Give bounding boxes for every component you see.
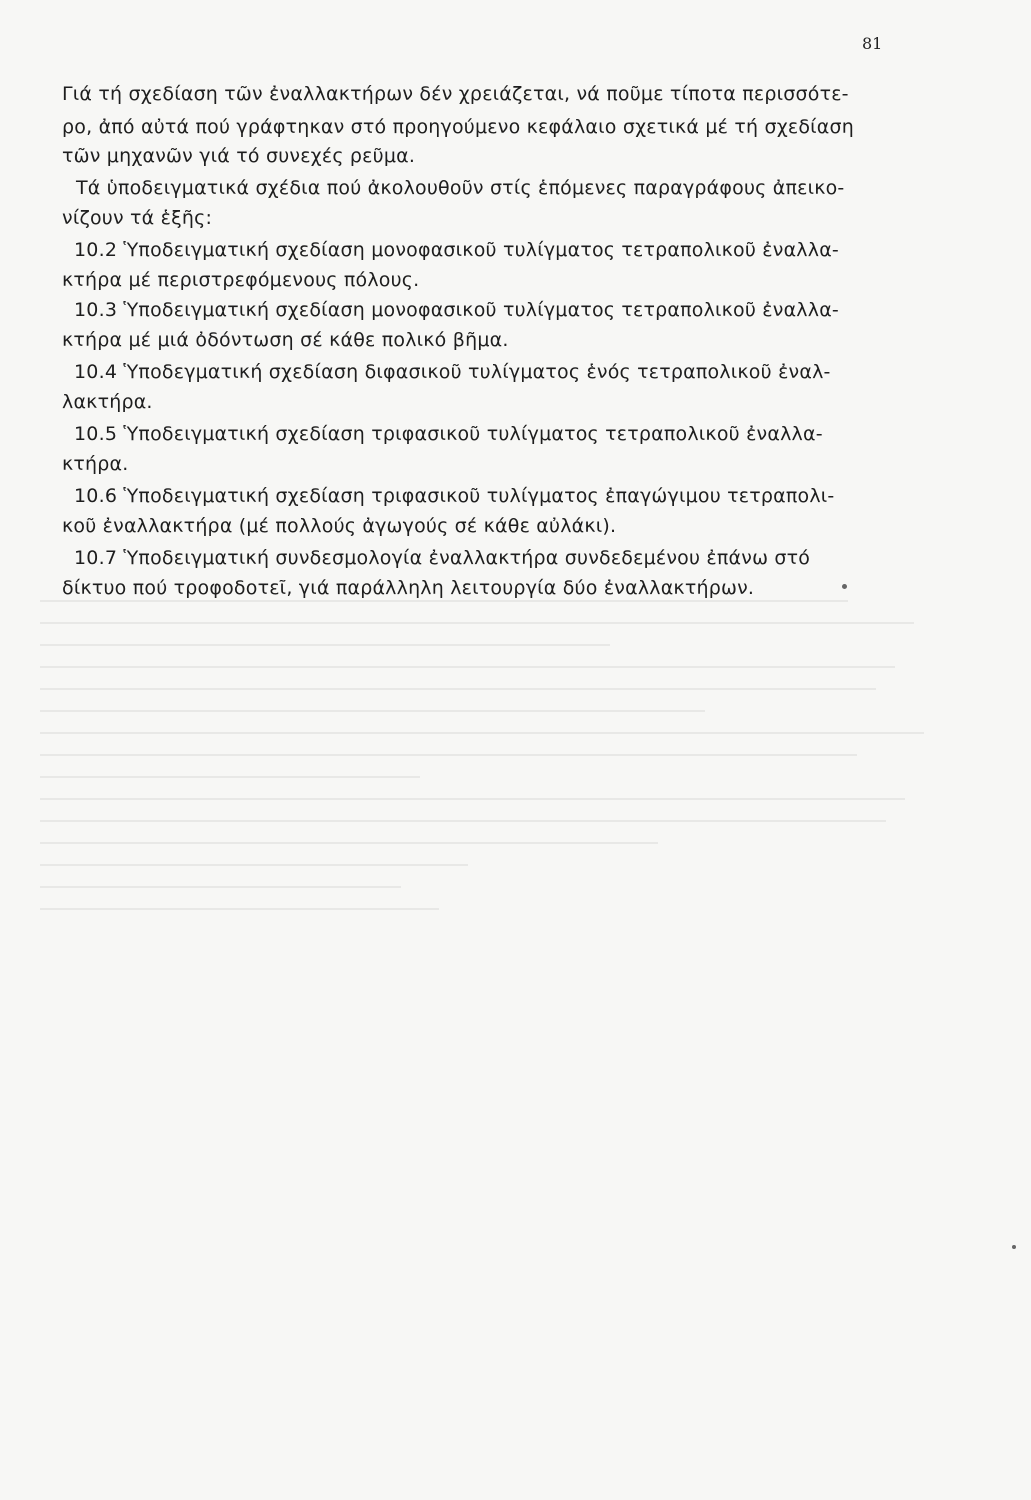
text-line: 10.2 Ὑποδειγματική σχεδίαση μονοφασικοῦ τυλίγματος τετραπολικοῦ ἐναλλα- [74,239,839,261]
text-line: κτήρα μέ περιστρεφόμενους πόλους. [62,269,420,291]
text-line: 10.3 Ὑποδειγματική σχεδίαση μονοφασικοῦ τυλίγματος τετραπολικοῦ ἐναλλα- [74,299,839,321]
text-line: Τά ὑποδειγματικά σχέδια πού ἀκολουθοῦν στίς ἑπόμενες παραγράφους ἀπεικο- [76,177,845,199]
text-line: κτήρα μέ μιά ὀδόντωση σέ κάθε πολικό βῆμα. [62,329,509,351]
text-line: τῶν μηχανῶν γιά τό συνεχές ρεῦμα. [62,145,416,167]
text-line: Γιά τή σχεδίαση τῶν ἐναλλακτήρων δέν χρειάζεται, νά ποῦμε τίποτα περισσότε- [62,83,849,105]
text-line: κοῦ ἐναλλακτήρα (μέ πολλούς ἀγωγούς σέ κάθε αὐλάκι). [62,515,617,537]
text-line: νίζουν τά ἑξῆς: [62,207,213,229]
text-line: 10.6 Ὑποδειγματική σχεδίαση τριφασικοῦ τυλίγματος ἐπαγώγιμου τετραπολι- [74,485,835,507]
text-line: ρο, ἀπό αὐτά πού γράφτηκαν στό προηγούμενο κεφάλαιο σχετικά μέ τή σχεδίαση [62,116,855,138]
page-number: 81 [862,34,883,53]
text-line: 10.4 Ὑποδεγματική σχεδίαση διφασικοῦ τυλίγματος ἑνός τετραπολικοῦ ἐναλ- [74,361,831,383]
text-line: κτήρα. [62,453,129,475]
text-line: 10.7 Ὑποδειγματική συνδεσμολογία ἐναλλακτήρα συνδεδεμένου ἐπάνω στό [74,547,811,569]
text-line: δίκτυο πού τροφοδοτεῖ, γιά παράλληλη λειτουργία δύο ἐναλλακτήρων. [62,577,755,599]
text-line: 10.5 Ὑποδειγματική σχεδίαση τριφασικοῦ τυλίγματος τετραπολικοῦ ἐναλλα- [74,423,823,445]
bleed-through-shadow [40,600,990,1160]
text-line: λακτήρα. [62,391,153,413]
paper-speck [842,584,847,589]
paper-speck [1012,1245,1016,1249]
